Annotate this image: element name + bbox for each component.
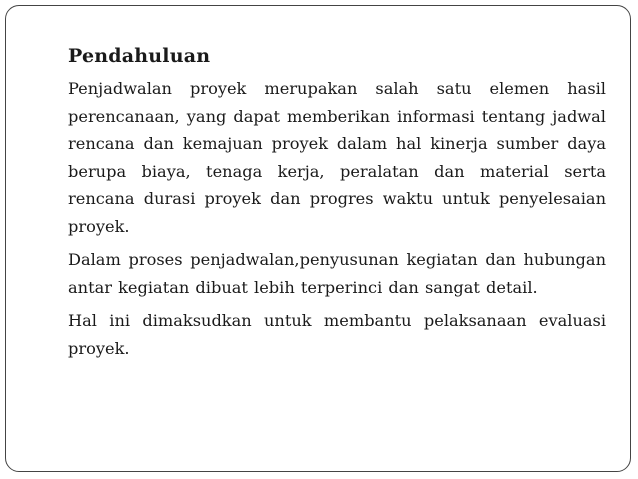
slide-title: Pendahuluan <box>68 45 211 67</box>
slide-frame <box>5 5 631 472</box>
paragraph-3: Hal ini dimaksudkan untuk membantu pelaksanaan evaluasi proyek. <box>68 311 606 358</box>
slide-content <box>68 42 606 368</box>
paragraph-2: Dalam proses penjadwalan,penyusunan kegiatan dan hubungan antar kegiatan dibuat lebih terperinci dan sangat detail. <box>68 250 606 297</box>
paragraph-1: Penjadwalan proyek merupakan salah satu elemen hasil perencanaan, yang dapat memberikan informasi tentang jadwal rencana dan kemajuan proyek dalam hal kinerja sumber daya berupa biaya, tenaga kerja, peralatan dan material serta rencana durasi proyek dan progres waktu untuk penyelesaian proyek. <box>68 79 606 236</box>
